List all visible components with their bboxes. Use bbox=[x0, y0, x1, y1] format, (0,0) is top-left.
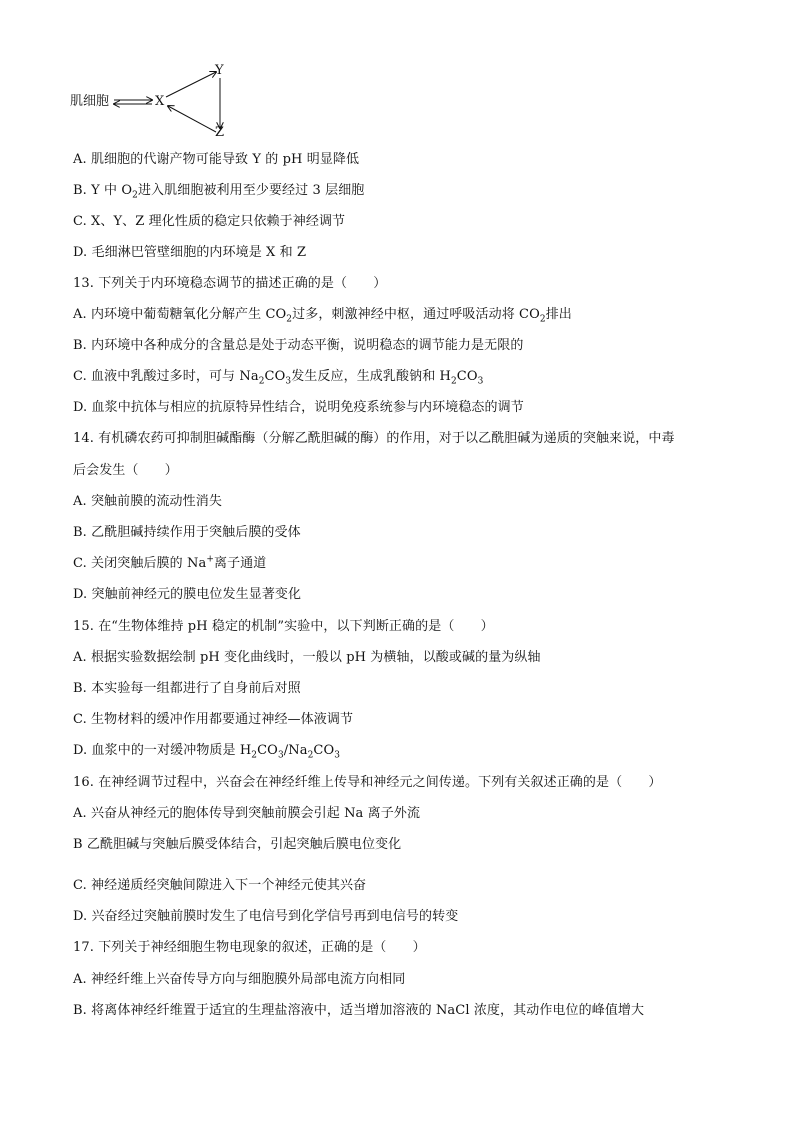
q17-stem: 17. 下列关于神经细胞生物电现象的叙述，正确的是（ ） bbox=[73, 940, 426, 955]
q16-option-b: B 乙酰胆碱与突触后膜受体结合，引起突触后膜电位变化 bbox=[73, 837, 402, 852]
q15-stem: 15. 在“生物体维持 pH 稳定的机制”实验中，以下判断正确的是（ ） bbox=[73, 619, 494, 634]
q16-option-c: C. 神经递质经突触间隙进入下一个神经元使其兴奋 bbox=[73, 878, 367, 893]
label-z: Z bbox=[215, 125, 225, 140]
q15-option-d: D. 血浆中的一对缓冲物质是 $H_2CO_3/Na_2CO_3$ bbox=[73, 743, 341, 761]
q14-option-d: D. 突触前神经元的膜电位发生显著变化 bbox=[73, 587, 302, 602]
q17-option-b: B. 将离体神经纤维置于适宜的生理盐溶液中，适当增加溶液的 NaCl 浓度，其动作电位的峰值增大 bbox=[73, 1003, 645, 1018]
q12-option-d: D. 毛细淋巴管壁细胞的内环境是 X 和 Z bbox=[73, 245, 307, 260]
q14-option-c: C. 关闭突触后膜的 Na+离子通道 bbox=[73, 554, 267, 571]
body-fluid-diagram bbox=[70, 62, 270, 142]
q13-option-b: B. 内环境中各种成分的含量总是处于动态平衡，说明稳态的调节能力是无限的 bbox=[73, 338, 524, 353]
q14-stem-line1: 14. 有机磷农药可抑制胆碱酯酶（分解乙酰胆碱的酶）的作用，对于以乙酰胆碱为递质的突触来说，中毒 bbox=[73, 431, 675, 446]
q15-option-c: C. 生物材料的缓冲作用都要通过神经—体液调节 bbox=[73, 712, 354, 727]
q12-option-c: C. X、Y、Z 理化性质的稳定只依赖于神经调节 bbox=[73, 214, 346, 229]
q14-option-b: B. 乙酰胆碱持续作用于突触后膜的受体 bbox=[73, 525, 301, 540]
q13-option-a: A. 内环境中葡萄糖氧化分解产生 $CO_2$过多，刺激神经中枢，通过呼吸活动将 $CO_2$排出 bbox=[73, 307, 572, 325]
label-x: X bbox=[155, 94, 165, 109]
q14-option-a: A. 突触前膜的流动性消失 bbox=[73, 494, 222, 509]
label-y: Y bbox=[215, 63, 224, 78]
q16-option-a: A. 兴奋从神经元的胞体传导到突触前膜会引起 Na 离子外流 bbox=[73, 806, 421, 821]
q15-option-b: B. 本实验每一组都进行了自身前后对照 bbox=[73, 681, 301, 696]
arrow-z-to-x bbox=[168, 106, 216, 132]
q16-option-d: D. 兴奋经过突触前膜时发生了电信号到化学信号再到电信号的转变 bbox=[73, 909, 459, 924]
q15-option-a: A. 根据实验数据绘制 pH 变化曲线时，一般以 pH 为横轴，以酸或碱的量为纵轴 bbox=[73, 650, 541, 665]
label-muscle-cell: 肌细胞 bbox=[70, 94, 110, 109]
q12-option-b: B. Y 中 $O_2$进入肌细胞被利用至少要经过 3 层细胞 bbox=[73, 183, 365, 201]
arrow-x-to-y bbox=[166, 72, 216, 97]
q13-stem: 13. 下列关于内环境稳态调节的描述正确的是（ ） bbox=[73, 276, 387, 291]
q16-stem: 16. 在神经调节过程中，兴奋会在神经纤维上传导和神经元之间传递。下列有关叙述正确的是（ ） bbox=[73, 775, 662, 790]
q12-option-a: A. 肌细胞的代谢产物可能导致 Y 的 pH 明显降低 bbox=[73, 152, 360, 167]
q13-option-d: D. 血浆中抗体与相应的抗原特异性结合，说明免疫系统参与内环境稳态的调节 bbox=[73, 400, 524, 415]
q17-option-a: A. 神经纤维上兴奋传导方向与细胞膜外局部电流方向相同 bbox=[73, 972, 406, 987]
q13-option-c: C. 血液中乳酸过多时，可与 $Na_2CO_3$发生反应，生成乳酸钠和 $H_2CO_3$ bbox=[73, 369, 484, 387]
q14-stem-line2: 后会发生（ ） bbox=[73, 463, 178, 478]
